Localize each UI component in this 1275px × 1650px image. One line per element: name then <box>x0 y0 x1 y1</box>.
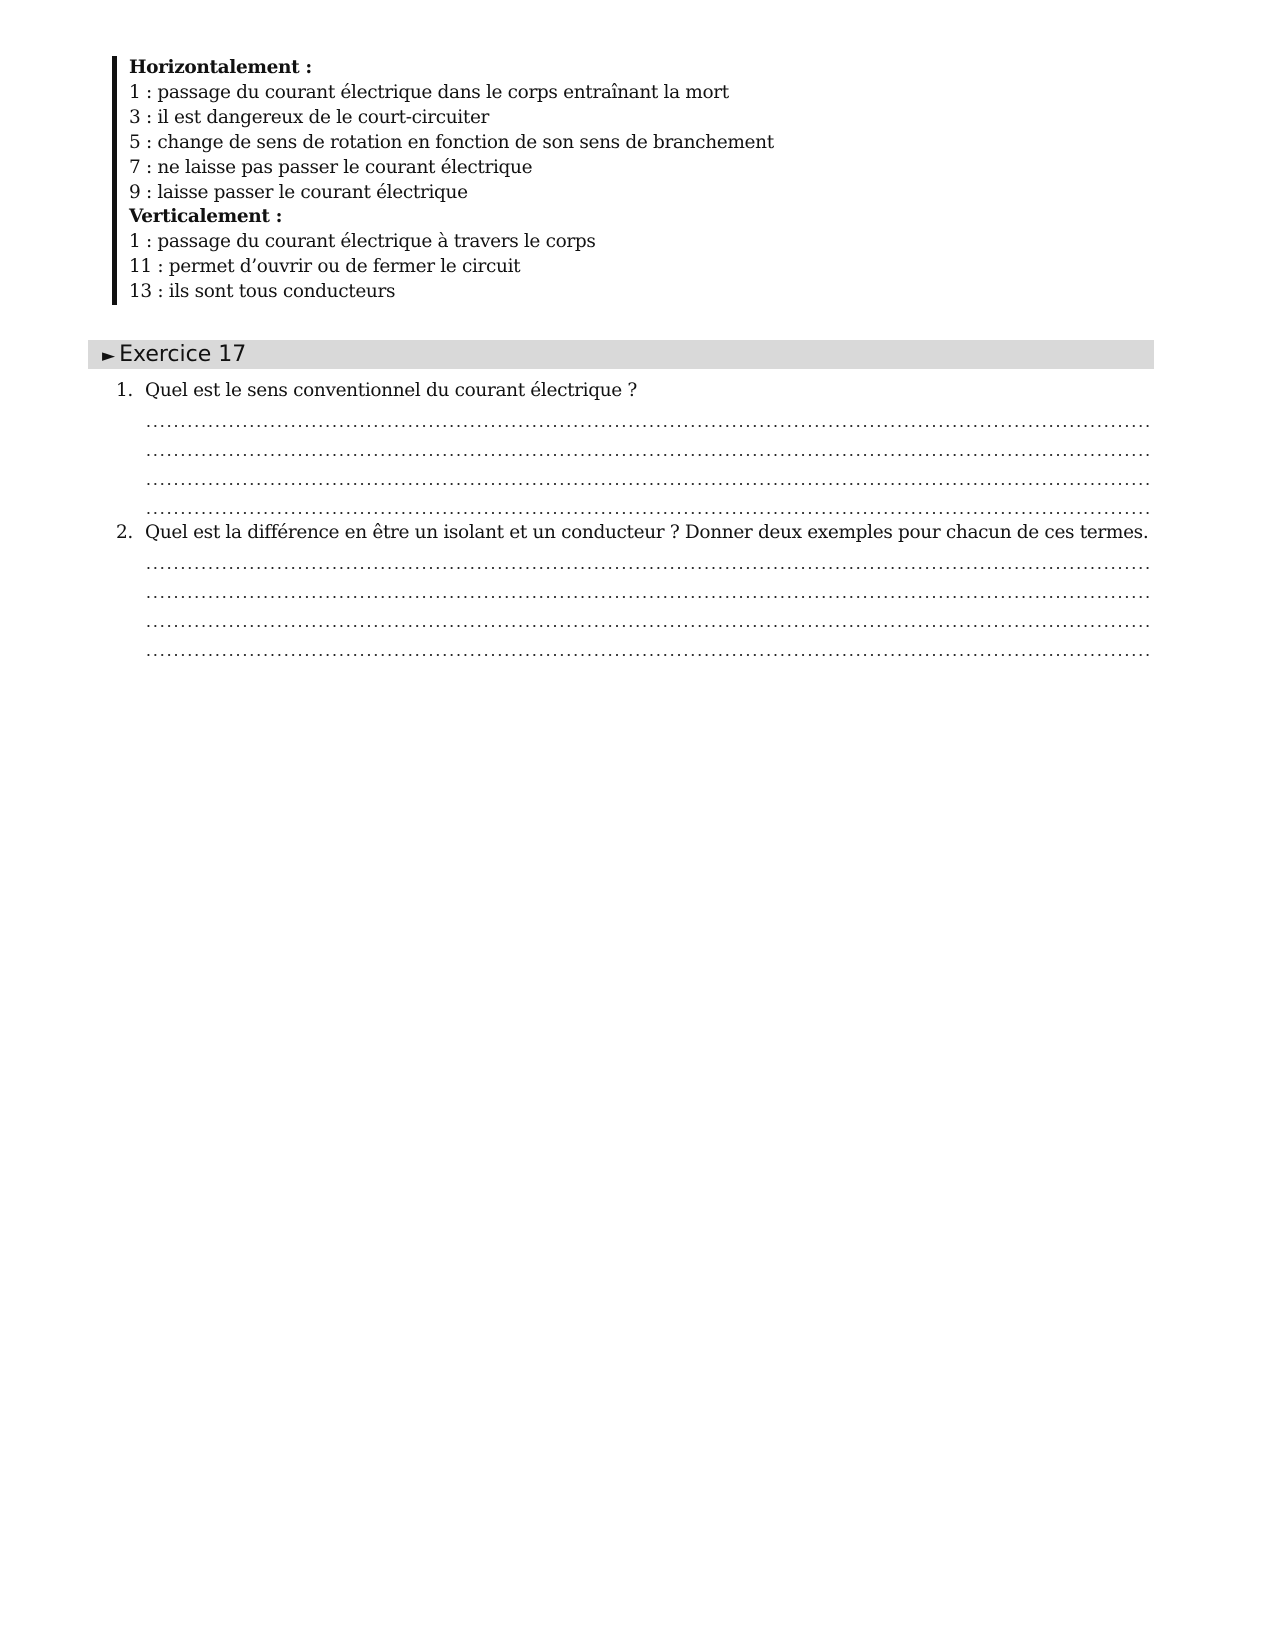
triangle-right-icon: ► <box>102 346 116 366</box>
question-number: 2. <box>116 522 133 543</box>
horizontal-clue: 5 : change de sens de rotation en fonction de son sens de branchement <box>129 131 774 153</box>
answer-line <box>145 604 1149 633</box>
vertical-clue: 11 : permet d’ouvrir ou de fermer le circuit <box>129 256 521 278</box>
answer-line <box>145 462 1149 491</box>
horizontal-heading: Horizontalement : <box>129 57 312 78</box>
answer-line <box>145 546 1149 575</box>
exercise-title <box>102 340 246 371</box>
answer-line <box>145 575 1149 604</box>
vertical-clue: 13 : ils sont tous conducteurs <box>129 281 396 303</box>
question-list <box>116 378 1156 662</box>
question-number: 1. <box>116 380 133 401</box>
answer-line <box>145 433 1149 462</box>
vertical-clue: 1 : passage du courant électrique à travers le corps <box>129 231 596 253</box>
vertical-heading: Verticalement : <box>129 206 283 228</box>
horizontal-clue: 9 : laisse passer le courant électrique <box>129 181 468 203</box>
answer-line <box>145 491 1149 520</box>
answer-line <box>145 633 1149 662</box>
question-text: Quel est le sens conventionnel du courant électrique ? <box>145 380 637 401</box>
horizontal-clue: 3 : il est dangereux de le court-circuiter <box>129 106 490 128</box>
answer-line <box>145 404 1149 433</box>
crossword-clues <box>112 56 1029 305</box>
question-2 <box>116 520 1156 662</box>
question-1 <box>116 378 1156 520</box>
horizontal-clue: 1 : passage du courant électrique dans le corps entraînant la mort <box>129 81 729 103</box>
exercise-title-text: Exercice 17 <box>119 342 247 367</box>
exercise-header <box>88 340 1154 369</box>
question-text: Quel est la différence en être un isolant et un conducteur ? Donner deux exemples pour chacun de ces termes. <box>145 522 1149 543</box>
horizontal-clue: 7 : ne laisse pas passer le courant électrique <box>129 156 533 178</box>
